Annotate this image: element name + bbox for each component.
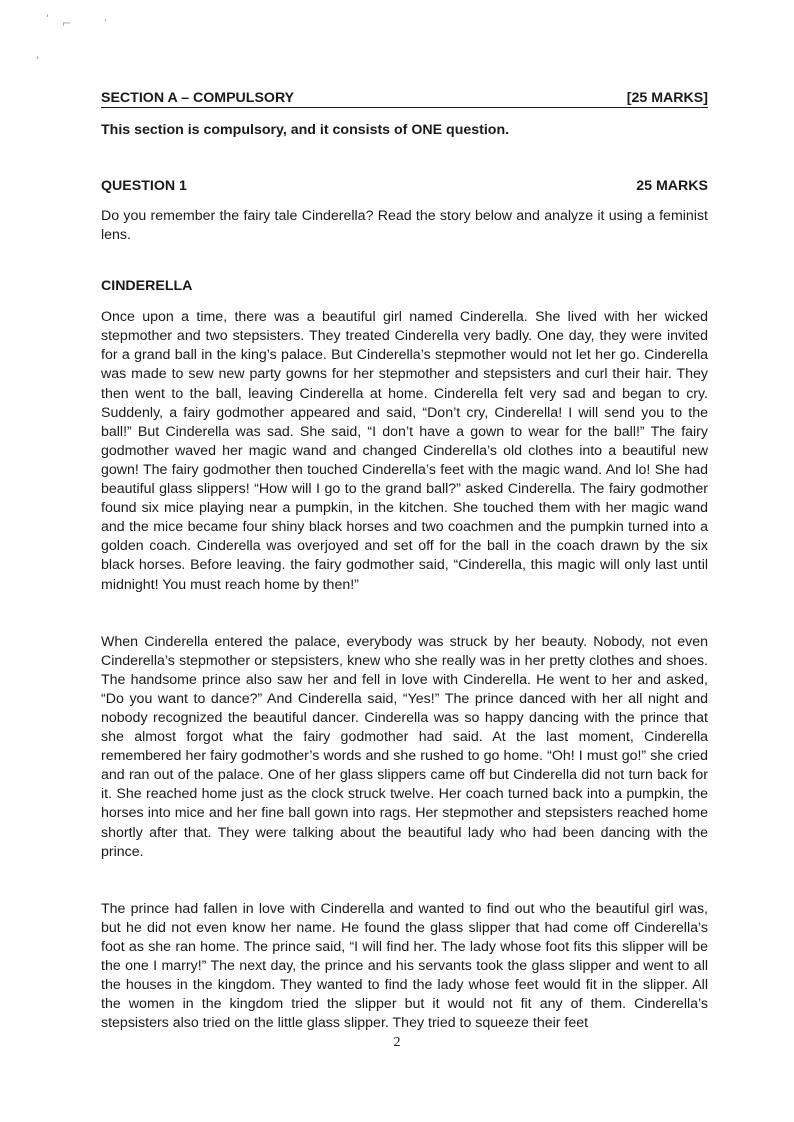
scan-mark: ʹ [36,55,40,68]
scan-mark: ʹ [46,13,50,26]
page-number: 2 [393,1035,401,1050]
scan-mark: ʾ [104,17,108,30]
story-paragraph: When Cinderella entered the palace, everybody was struck by her beauty. Nobody, not even Cinderella’s stepmother or stepsisters, knew who she really was in her pretty clothes and shoes. The handsome prince also saw her and fell in love with Cinderella. He went to her and asked, “Do you want to dance?” And Cinderella said, “Yes!” The prince danced with her all night and nobody recognized the beautiful dancer. Cinderella was so happy dancing with the prince that she almost forgot what the fairy godmother had said. At the last moment, Cinderella remembered her fairy godmother’s words and she rushed to go home. “Oh! I must go!” she cried and ran out of the palace. One of her glass slippers came off but Cinderella did not turn back for it. She reached home just as the clock struck twelve. Her coach turned back into a pumpkin, the horses into mice and her fine ball gown into rags. Her stepmother and stepsisters reached home shortly after that. They were talking about the beautiful lady who had been dancing with the prince. [101,633,708,860]
question-label: QUESTION 1 [101,178,187,194]
story-paragraph: Once upon a time, there was a beautiful girl named Cinderella. She lived with her wicked stepmother and two stepsisters. They treated Cinderella very badly. One day, they were invited for a grand ball in the king’s palace. But Cinderella’s stepmother would not let her go. Cinderella was made to sew new party gowns for her stepmother and stepsisters and curl their hair. They then went to the ball, leaving Cinderella at home. Cinderella felt very sad and began to cry. Suddenly, a fairy godmother appeared and said, “Don’t cry, Cinderella! I will send you to the ball!” But Cinderella was sad. She said, “I don’t have a gown to wear for the ball!” The fairy godmother waved her magic wand and changed Cinderella’s old clothes into a beautiful new gown! The fairy godmother then touched Cinderella’s feet with the magic wand. And lo! She had beautiful glass slippers! “How will I go to the grand ball?” asked Cinderella. The fairy godmother found six mice playing near a pumpkin, in the kitchen. She touched them with her magic wand and the mice became four shiny black horses and two coachmen and the pumpkin turned into a golden coach. Cinderella was overjoyed and set off for the ball in the coach drawn by the six black horses. Before leaving. the fairy godmother said, “Cinderella, this magic will only last until midnight! You must reach home by then!” [101,309,708,593]
story-paragraph: The prince had fallen in love with Cinderella and wanted to find out who the beautiful girl was, but he did not even know her name. He found the glass slipper that had come off Cinderella’s foot as she ran home. The prince said, “I will find her. The lady whose foot fits this slipper will be the one I marry!” The next day, the prince and his servants took the glass slipper and went to all the houses in the kingdom. They wanted to find the lady whose feet would fit in the slipper. All the women in the kingdom tried the slipper but it would not fit any of them. Cinderella’s stepsisters also tried on the little glass slipper. They tried to squeeze their feet [101,900,708,1032]
scan-mark: ⌐ [62,17,72,30]
section-intro: This section is compulsory, and it consists of ONE question. [101,122,510,138]
section-marks: [25 MARKS] [626,90,708,106]
section-header [101,90,708,108]
question-marks: 25 MARKS [636,178,708,194]
document-page [101,90,708,1033]
question-header [101,178,708,195]
story-title: CINDERELLA [101,278,193,295]
section-title: SECTION A – COMPULSORY [101,90,295,106]
question-instruction: Do you remember the fairy tale Cinderella? Read the story below and analyze it using a feminist lens. [101,208,708,244]
